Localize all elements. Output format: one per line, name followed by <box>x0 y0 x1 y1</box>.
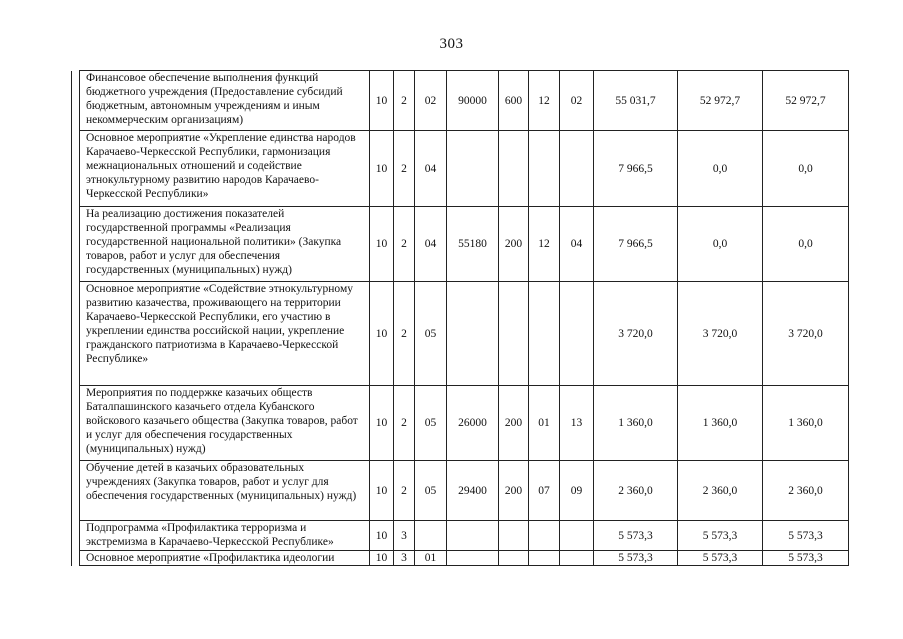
program-name-cell: Основное мероприятие «Профилактика идеологии <box>80 551 370 566</box>
code-cell-4: 26000 <box>447 386 499 461</box>
amount-year-1: 55 031,7 <box>594 71 678 131</box>
code-cell-4 <box>447 521 499 551</box>
code-cell-7: 04 <box>560 207 594 282</box>
row-margin-cell <box>72 131 80 207</box>
budget-table <box>71 70 849 566</box>
code-cell-5 <box>499 521 529 551</box>
code-cell-5 <box>499 282 529 386</box>
code-cell-3: 04 <box>415 131 447 207</box>
amount-year-2: 2 360,0 <box>678 461 763 521</box>
amount-year-1: 1 360,0 <box>594 386 678 461</box>
row-margin-cell <box>72 551 80 566</box>
table-row <box>72 386 849 461</box>
table-row <box>72 282 849 386</box>
amount-year-2: 3 720,0 <box>678 282 763 386</box>
row-margin-cell <box>72 71 80 131</box>
code-cell-3: 05 <box>415 461 447 521</box>
program-name-cell: Финансовое обеспечение выполнения функций бюджетного учреждения (Предоставление субсидий бюджетным, автономным учреждениям и иным некоммерческим организациям) <box>80 71 370 131</box>
code-cell-2: 3 <box>394 521 415 551</box>
code-cell-5: 200 <box>499 461 529 521</box>
amount-year-2: 5 573,3 <box>678 551 763 566</box>
table-row <box>72 551 849 566</box>
program-name-cell: Основное мероприятие «Содействие этнокультурному развитию казачества, проживающего на территории Карачаево-Черкесской Республики, его участию в укреплении единства российской нации, укрепление гражданского патриотизма в Карачаево-Черкесской Республике» <box>80 282 370 386</box>
amount-year-3: 0,0 <box>763 207 849 282</box>
amount-year-3: 5 573,3 <box>763 521 849 551</box>
amount-year-1: 7 966,5 <box>594 131 678 207</box>
program-name-cell: Подпрограмма «Профилактика терроризма и экстремизма в Карачаево-Черкесской Республике» <box>80 521 370 551</box>
program-name-cell: Мероприятия по поддержке казачьих обществ Баталпашинского казачьего отдела Кубанского войскового казачьего общества (Закупка товаров, работ и услуг для обеспечения государственных (муниципальных) нужд) <box>80 386 370 461</box>
code-cell-1: 10 <box>370 282 394 386</box>
amount-year-3: 52 972,7 <box>763 71 849 131</box>
page-number: 303 <box>439 36 464 52</box>
code-cell-5: 200 <box>499 207 529 282</box>
code-cell-5 <box>499 551 529 566</box>
program-name-cell: На реализацию достижения показателей государственной программы «Реализация государственной национальной политики» (Закупка товаров, работ и услуг для обеспечения государственных (муниципальных) нужд) <box>80 207 370 282</box>
code-cell-7 <box>560 551 594 566</box>
program-name-cell: Основное мероприятие «Укрепление единства народов Карачаево-Черкесской Республики, гармонизация межнациональных отношений и содействие этнокультурному развитию народов Карачаево-Черкесской Республики» <box>80 131 370 207</box>
code-cell-7: 09 <box>560 461 594 521</box>
code-cell-3: 04 <box>415 207 447 282</box>
code-cell-7 <box>560 131 594 207</box>
table-row <box>72 131 849 207</box>
amount-year-1: 7 966,5 <box>594 207 678 282</box>
code-cell-7: 02 <box>560 71 594 131</box>
code-cell-2: 3 <box>394 551 415 566</box>
code-cell-1: 10 <box>370 207 394 282</box>
amount-year-1: 5 573,3 <box>594 521 678 551</box>
code-cell-1: 10 <box>370 521 394 551</box>
code-cell-1: 10 <box>370 71 394 131</box>
code-cell-6 <box>529 131 560 207</box>
code-cell-1: 10 <box>370 551 394 566</box>
amount-year-3: 0,0 <box>763 131 849 207</box>
code-cell-4: 55180 <box>447 207 499 282</box>
table-row <box>72 461 849 521</box>
code-cell-5: 200 <box>499 386 529 461</box>
amount-year-3: 5 573,3 <box>763 551 849 566</box>
code-cell-4 <box>447 551 499 566</box>
code-cell-6: 07 <box>529 461 560 521</box>
code-cell-2: 2 <box>394 131 415 207</box>
row-margin-cell <box>72 282 80 386</box>
amount-year-2: 5 573,3 <box>678 521 763 551</box>
code-cell-7 <box>560 282 594 386</box>
table-row <box>72 71 849 131</box>
row-margin-cell <box>72 461 80 521</box>
code-cell-2: 2 <box>394 282 415 386</box>
row-margin-cell <box>72 386 80 461</box>
program-name-cell: Обучение детей в казачьих образовательных учреждениях (Закупка товаров, работ и услуг для обеспечения государственных (муниципальных) нужд) <box>80 461 370 521</box>
code-cell-5 <box>499 131 529 207</box>
code-cell-6 <box>529 282 560 386</box>
amount-year-3: 1 360,0 <box>763 386 849 461</box>
code-cell-1: 10 <box>370 386 394 461</box>
amount-year-2: 52 972,7 <box>678 71 763 131</box>
code-cell-4 <box>447 131 499 207</box>
code-cell-4 <box>447 282 499 386</box>
code-cell-6 <box>529 551 560 566</box>
code-cell-6: 01 <box>529 386 560 461</box>
amount-year-3: 3 720,0 <box>763 282 849 386</box>
table-row <box>72 521 849 551</box>
code-cell-3: 05 <box>415 282 447 386</box>
code-cell-3: 01 <box>415 551 447 566</box>
code-cell-2: 2 <box>394 461 415 521</box>
code-cell-2: 2 <box>394 207 415 282</box>
code-cell-2: 2 <box>394 71 415 131</box>
code-cell-2: 2 <box>394 386 415 461</box>
row-margin-cell <box>72 207 80 282</box>
row-margin-cell <box>72 521 80 551</box>
amount-year-1: 3 720,0 <box>594 282 678 386</box>
table-row <box>72 207 849 282</box>
code-cell-3: 05 <box>415 386 447 461</box>
code-cell-1: 10 <box>370 461 394 521</box>
amount-year-3: 2 360,0 <box>763 461 849 521</box>
code-cell-6: 12 <box>529 207 560 282</box>
code-cell-7 <box>560 521 594 551</box>
code-cell-6 <box>529 521 560 551</box>
code-cell-3 <box>415 521 447 551</box>
amount-year-2: 0,0 <box>678 207 763 282</box>
amount-year-1: 5 573,3 <box>594 551 678 566</box>
amount-year-1: 2 360,0 <box>594 461 678 521</box>
code-cell-3: 02 <box>415 71 447 131</box>
code-cell-7: 13 <box>560 386 594 461</box>
code-cell-5: 600 <box>499 71 529 131</box>
code-cell-4: 90000 <box>447 71 499 131</box>
code-cell-4: 29400 <box>447 461 499 521</box>
amount-year-2: 1 360,0 <box>678 386 763 461</box>
code-cell-6: 12 <box>529 71 560 131</box>
code-cell-1: 10 <box>370 131 394 207</box>
amount-year-2: 0,0 <box>678 131 763 207</box>
